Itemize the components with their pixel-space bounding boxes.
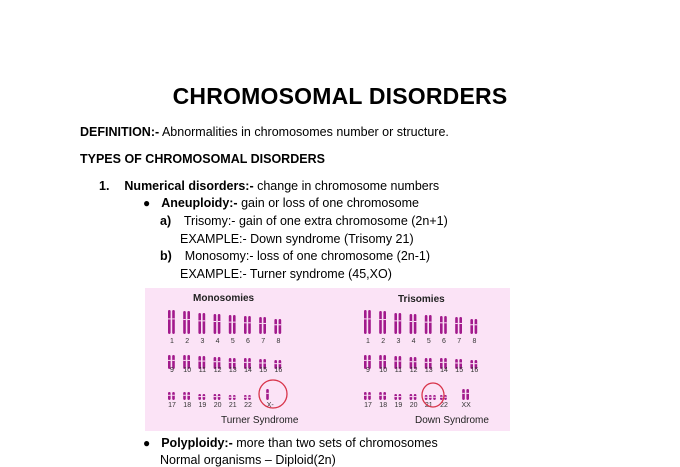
centromere-mark bbox=[198, 320, 201, 321]
chromosome-2 bbox=[187, 311, 190, 334]
centromere-mark bbox=[475, 363, 478, 364]
centromere-mark bbox=[183, 395, 186, 396]
chromosome-7 bbox=[259, 317, 262, 334]
chromosome-number-label: 16 bbox=[470, 367, 479, 374]
chromosome-number-label: 1 bbox=[170, 338, 174, 345]
chromosome-number-label: 18 bbox=[183, 402, 192, 409]
chromosome-number-label: 18 bbox=[379, 402, 388, 409]
numerical-text: change in chromosome numbers bbox=[253, 179, 440, 193]
centromere-mark bbox=[462, 393, 465, 394]
centromere-mark bbox=[379, 395, 382, 396]
chromosome-5 bbox=[425, 315, 428, 334]
list-number: 1. bbox=[99, 179, 110, 193]
chromosome-4 bbox=[414, 314, 417, 334]
chromosome-6 bbox=[244, 316, 247, 334]
centromere-mark bbox=[229, 362, 232, 363]
centromere-mark bbox=[233, 397, 236, 398]
chromosome-number-label: 7 bbox=[261, 338, 266, 345]
centromere-mark bbox=[198, 361, 201, 362]
chromosome-number-label: 3 bbox=[200, 338, 205, 345]
definition-line bbox=[80, 125, 449, 139]
centromere-mark bbox=[383, 319, 386, 320]
monosomies-title: Monosomies bbox=[193, 293, 255, 304]
trisomies-title: Trisomies bbox=[398, 294, 445, 305]
bullet-icon: ● bbox=[143, 196, 151, 210]
centromere-mark bbox=[233, 362, 236, 363]
centromere-mark bbox=[198, 396, 201, 397]
chromosome-3 bbox=[198, 313, 201, 334]
chromosome-number-label: 5 bbox=[230, 338, 235, 345]
chromosome-number-label: 17 bbox=[168, 402, 176, 409]
down-syndrome-caption: Down Syndrome bbox=[415, 415, 489, 426]
chromosome-6 bbox=[444, 316, 447, 334]
chromosome-18 bbox=[187, 392, 190, 400]
centromere-mark bbox=[259, 323, 262, 324]
chromosome-number-label: 10 bbox=[379, 367, 388, 374]
trisomy-21-highlight bbox=[422, 383, 444, 407]
centromere-mark bbox=[168, 395, 171, 396]
centromere-mark bbox=[183, 360, 186, 361]
chromosome-18 bbox=[379, 392, 382, 400]
chromosome-number-label: 2 bbox=[381, 338, 386, 345]
centromere-mark bbox=[440, 362, 443, 363]
centromere-mark bbox=[266, 393, 269, 394]
chromosome-number-label: 20 bbox=[213, 402, 222, 409]
centromere-mark bbox=[183, 319, 186, 320]
trisomy-line bbox=[160, 214, 448, 228]
centromere-mark bbox=[244, 322, 247, 323]
chromosome-layer bbox=[168, 310, 477, 400]
chromosome-number-label: X- bbox=[266, 402, 274, 409]
centromere-mark bbox=[394, 396, 397, 397]
chromosome-number-label: 22 bbox=[440, 402, 448, 409]
chromosome-2 bbox=[183, 311, 186, 334]
chromosome-4 bbox=[410, 314, 413, 334]
chromosome-17 bbox=[364, 392, 367, 400]
centromere-mark bbox=[168, 360, 171, 361]
chromosome-17 bbox=[168, 392, 171, 400]
centromere-mark bbox=[444, 362, 447, 363]
bullet-icon: ● bbox=[143, 436, 151, 450]
aneuploidy-label: Aneuploidy:- bbox=[161, 196, 238, 210]
polyploidy-line bbox=[143, 436, 438, 450]
centromere-mark bbox=[364, 395, 367, 396]
types-heading bbox=[80, 152, 325, 166]
centromere-mark bbox=[410, 396, 413, 397]
centromere-mark bbox=[470, 324, 473, 325]
centromere-mark bbox=[383, 360, 386, 361]
chromosome-1 bbox=[168, 310, 171, 334]
chromosome-number-label: 3 bbox=[396, 338, 401, 345]
centromere-mark bbox=[433, 397, 436, 398]
chromosome-17 bbox=[172, 392, 175, 400]
centromere-mark bbox=[459, 363, 462, 364]
chromosome-number-label: 4 bbox=[215, 338, 220, 345]
chromosome-3 bbox=[399, 313, 402, 334]
monosomy-line bbox=[160, 249, 430, 263]
chromosome-number-label: 9 bbox=[366, 367, 370, 374]
centromere-mark bbox=[263, 363, 266, 364]
trisomy-text: Trisomy:- gain of one extra chromosome (2n+1) bbox=[183, 214, 448, 228]
centromere-mark bbox=[274, 324, 277, 325]
centromere-mark bbox=[410, 361, 413, 362]
chromosome-number-label: 15 bbox=[455, 367, 464, 374]
centromere-mark bbox=[244, 397, 247, 398]
centromere-mark bbox=[414, 396, 417, 397]
numerical-disorders-line bbox=[99, 179, 439, 193]
centromere-mark bbox=[425, 322, 428, 323]
centromere-mark bbox=[248, 397, 251, 398]
chromosome-X- bbox=[266, 389, 269, 400]
centromere-mark bbox=[429, 362, 432, 363]
centromere-mark bbox=[440, 397, 443, 398]
chromosome-6 bbox=[440, 316, 443, 334]
centromere-mark bbox=[394, 361, 397, 362]
aneuploidy-text: gain or loss of one chromosome bbox=[237, 196, 419, 210]
centromere-mark bbox=[187, 319, 190, 320]
centromere-mark bbox=[259, 363, 262, 364]
centromere-mark bbox=[187, 395, 190, 396]
monosomy-example: EXAMPLE:- Turner syndrome (45,XO) bbox=[180, 267, 392, 281]
polyploidy-cut-line: Normal organisms – Diploid(2n) bbox=[160, 453, 336, 467]
chromosome-number-label: 4 bbox=[411, 338, 416, 345]
chromosome-number-label: 5 bbox=[426, 338, 431, 345]
centromere-mark bbox=[172, 360, 175, 361]
sublist-marker: a) bbox=[160, 214, 172, 228]
centromere-mark bbox=[244, 362, 247, 363]
centromere-mark bbox=[214, 321, 217, 322]
centromere-mark bbox=[248, 362, 251, 363]
chromosome-number-label: 21 bbox=[424, 402, 433, 409]
centromere-mark bbox=[425, 362, 428, 363]
centromere-mark bbox=[455, 323, 458, 324]
chromosome-1 bbox=[172, 310, 175, 334]
chromosome-number-label: 2 bbox=[185, 338, 190, 345]
chromosome-number-label: 19 bbox=[394, 402, 403, 409]
aneuploidy-line bbox=[143, 196, 419, 210]
chromosome-4 bbox=[214, 314, 217, 334]
centromere-mark bbox=[203, 320, 206, 321]
centromere-mark bbox=[383, 395, 386, 396]
centromere-mark bbox=[233, 322, 236, 323]
centromere-mark bbox=[279, 324, 282, 325]
centromere-mark bbox=[368, 360, 371, 361]
chromosome-number-label: 13 bbox=[424, 367, 433, 374]
centromere-mark bbox=[203, 396, 206, 397]
chromosome-3 bbox=[394, 313, 397, 334]
centromere-mark bbox=[429, 397, 432, 398]
definition-text: Abnormalities in chromosomes number or structure. bbox=[159, 125, 449, 139]
centromere-mark bbox=[364, 360, 367, 361]
centromere-mark bbox=[172, 318, 175, 319]
chromosome-5 bbox=[229, 315, 232, 334]
chromosome-1 bbox=[368, 310, 371, 334]
centromere-mark bbox=[203, 361, 206, 362]
chromosome-number-label: 10 bbox=[183, 367, 192, 374]
centromere-mark bbox=[279, 363, 282, 364]
centromere-mark bbox=[368, 318, 371, 319]
chromosome-number-label: XX bbox=[461, 402, 471, 409]
types-heading-text: TYPES OF CHROMOSOMAL DISORDERS bbox=[80, 152, 325, 166]
centromere-mark bbox=[214, 361, 217, 362]
chromosome-number-label: 9 bbox=[170, 367, 174, 374]
centromere-mark bbox=[444, 397, 447, 398]
centromere-mark bbox=[459, 323, 462, 324]
centromere-mark bbox=[168, 318, 171, 319]
chromosome-number-label: 8 bbox=[472, 338, 477, 345]
chromosome-XX bbox=[462, 389, 465, 400]
centromere-mark bbox=[399, 361, 402, 362]
centromere-mark bbox=[218, 321, 221, 322]
chromosome-number-label: 7 bbox=[457, 338, 462, 345]
chromosome-number-label: 17 bbox=[364, 402, 372, 409]
chromosome-2 bbox=[383, 311, 386, 334]
centromere-mark bbox=[399, 396, 402, 397]
centromere-mark bbox=[364, 318, 367, 319]
chromosome-3 bbox=[203, 313, 206, 334]
chromosome-number-label: 8 bbox=[276, 338, 281, 345]
centromere-mark bbox=[470, 363, 473, 364]
polyploidy-label: Polyploidy:- bbox=[161, 436, 233, 450]
chromosome-number-label: 13 bbox=[228, 367, 237, 374]
definition-label: DEFINITION:- bbox=[80, 125, 160, 139]
chromosome-number-label: 12 bbox=[213, 367, 222, 374]
polyploidy-text: more than two sets of chromosomes bbox=[232, 436, 438, 450]
centromere-mark bbox=[263, 323, 266, 324]
centromere-mark bbox=[394, 320, 397, 321]
centromere-mark bbox=[414, 321, 417, 322]
chromosome-number-label: 20 bbox=[409, 402, 418, 409]
centromere-mark bbox=[440, 322, 443, 323]
centromere-mark bbox=[229, 322, 232, 323]
chromosome-2 bbox=[379, 311, 382, 334]
chromosome-8 bbox=[475, 319, 478, 334]
chromosome-1 bbox=[364, 310, 367, 334]
chromosome-number-label: 22 bbox=[244, 402, 252, 409]
chromosome-number-label: 12 bbox=[409, 367, 418, 374]
chromosome-6 bbox=[248, 316, 251, 334]
chromosome-number-label: 15 bbox=[259, 367, 268, 374]
chromosome-18 bbox=[383, 392, 386, 400]
chromosome-number-label: 11 bbox=[198, 367, 207, 374]
chromosome-number-label: 1 bbox=[366, 338, 370, 345]
chromosome-number-label: 19 bbox=[198, 402, 207, 409]
chromosome-7 bbox=[459, 317, 462, 334]
centromere-mark bbox=[379, 360, 382, 361]
numerical-label: Numerical disorders:- bbox=[124, 179, 254, 193]
centromere-mark bbox=[444, 322, 447, 323]
chromosome-number-label: 6 bbox=[442, 338, 446, 345]
chromosome-8 bbox=[279, 319, 282, 334]
centromere-mark bbox=[410, 321, 413, 322]
centromere-mark bbox=[429, 322, 432, 323]
centromere-mark bbox=[218, 361, 221, 362]
centromere-mark bbox=[399, 320, 402, 321]
centromere-mark bbox=[218, 396, 221, 397]
chromosome-5 bbox=[429, 315, 432, 334]
centromere-mark bbox=[172, 395, 175, 396]
chromosome-number-label: 6 bbox=[246, 338, 250, 345]
trisomy-example: EXAMPLE:- Down syndrome (Trisomy 21) bbox=[180, 232, 414, 246]
chromosome-number-label: 21 bbox=[228, 402, 237, 409]
chromosome-number-label: 14 bbox=[440, 367, 448, 374]
centromere-mark bbox=[425, 397, 428, 398]
chromosome-number-label: 14 bbox=[244, 367, 252, 374]
chromosome-7 bbox=[455, 317, 458, 334]
centromere-mark bbox=[229, 397, 232, 398]
chromosome-5 bbox=[233, 315, 236, 334]
chromosome-17 bbox=[368, 392, 371, 400]
page-title: CHROMOSOMAL DISORDERS bbox=[172, 83, 508, 109]
centromere-mark bbox=[466, 393, 469, 394]
karyotype-chart bbox=[145, 288, 510, 431]
centromere-mark bbox=[414, 361, 417, 362]
centromere-mark bbox=[274, 363, 277, 364]
chromosome-4 bbox=[218, 314, 221, 334]
sublist-marker: b) bbox=[160, 249, 172, 263]
centromere-mark bbox=[455, 363, 458, 364]
centromere-mark bbox=[368, 395, 371, 396]
centromere-mark bbox=[214, 396, 217, 397]
chromosome-number-label: 16 bbox=[274, 367, 283, 374]
centromere-mark bbox=[187, 360, 190, 361]
karyotype-figure bbox=[145, 288, 510, 431]
chromosome-XX bbox=[466, 389, 469, 400]
chromosome-8 bbox=[274, 319, 277, 334]
monosomy-text: Monosomy:- loss of one chromosome (2n-1) bbox=[184, 249, 431, 263]
centromere-mark bbox=[248, 322, 251, 323]
chromosome-7 bbox=[263, 317, 266, 334]
chromosome-number-label: 11 bbox=[394, 367, 403, 374]
chromosome-8 bbox=[470, 319, 473, 334]
chromosome-18 bbox=[183, 392, 186, 400]
turner-syndrome-caption: Turner Syndrome bbox=[221, 415, 299, 426]
centromere-mark bbox=[475, 324, 478, 325]
centromere-mark bbox=[379, 319, 382, 320]
